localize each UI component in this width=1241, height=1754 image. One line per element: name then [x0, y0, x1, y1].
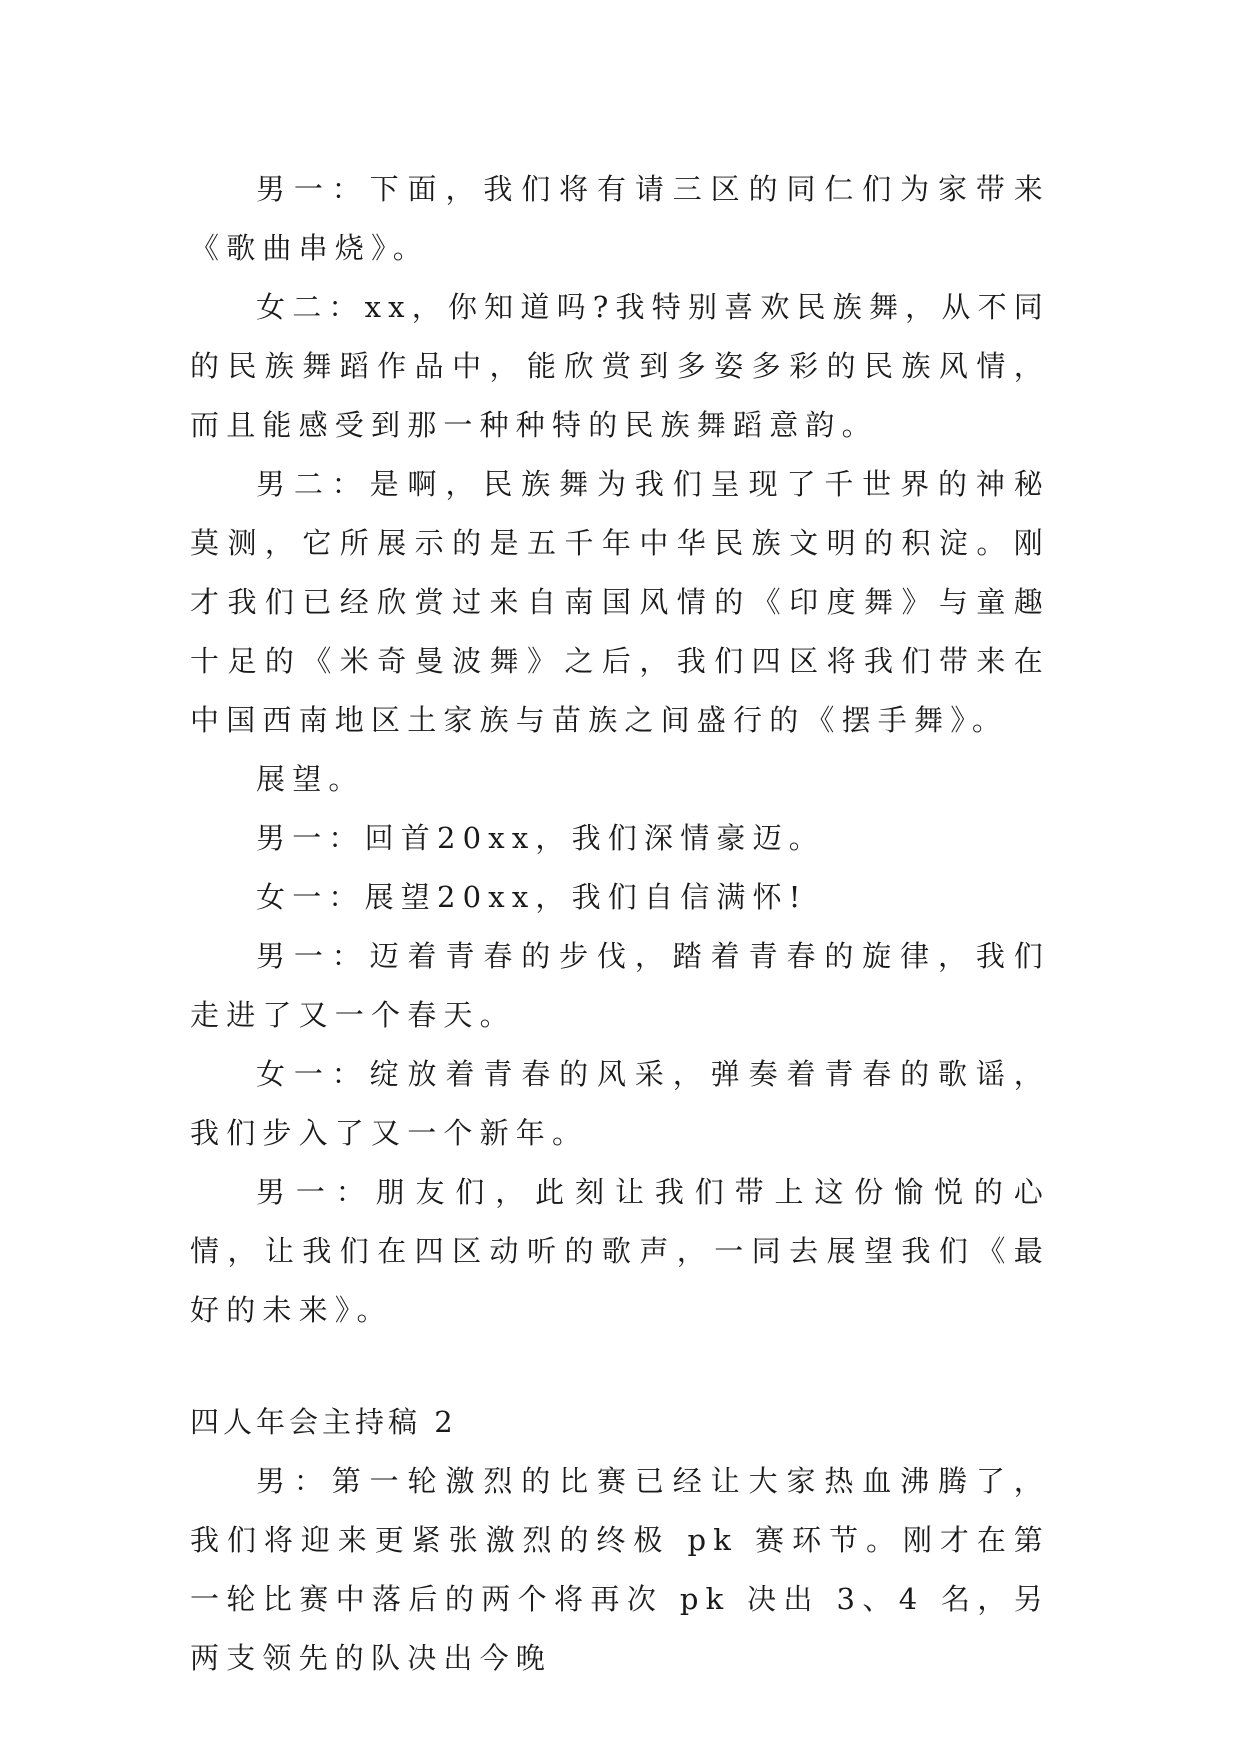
paragraph: 女二：xx，你知道吗?我特别喜欢民族舞，从不同的民族舞蹈作品中，能欣赏到多姿多彩的民族风情，而且能感受到那一种种特的民族舞蹈意韵。 — [190, 290, 1050, 442]
paragraph: 女一：绽放着青春的风采，弹奏着青春的歌谣，我们步入了又一个新年。 — [190, 1057, 1050, 1150]
paragraph: 男一：下面，我们将有请三区的同仁们为家带来《歌曲串烧》。 — [190, 172, 1050, 265]
paragraph: 男一：迈着青春的步伐，踏着青春的旋律，我们走进了又一个春天。 — [190, 939, 1050, 1032]
paragraph: 女一：展望20xx，我们自信满怀! — [256, 880, 808, 914]
section-heading: 四人年会主持稿 2 — [190, 1405, 457, 1439]
paragraph: 男二：是啊，民族舞为我们呈现了千世界的神秘莫测，它所展示的是五千年中华民族文明的积淀。刚才我们已经欣赏过来自南国风情的《印度舞》与童趣十足的《米奇曼波舞》之后，我们四区将我们带来在中国西南地区土家族与苗族之间盛行的《摆手舞》。 — [190, 467, 1050, 737]
paragraph: 男：第一轮激烈的比赛已经让大家热血沸腾了，我们将迎来更紧张激烈的终极 pk 赛环节。刚才在第一轮比赛中落后的两个将再次 pk 决出 3、4 名，另两支领先的队决出今晚 — [190, 1464, 1050, 1675]
document-body — [190, 160, 1050, 1688]
paragraph: 男一：朋友们，此刻让我们带上这份愉悦的心情，让我们在四区动听的歌声，一同去展望我们《最好的未来》。 — [190, 1175, 1050, 1327]
paragraph: 男一：回首20xx，我们深情豪迈。 — [256, 821, 826, 855]
paragraph: 展望。 — [256, 762, 365, 796]
